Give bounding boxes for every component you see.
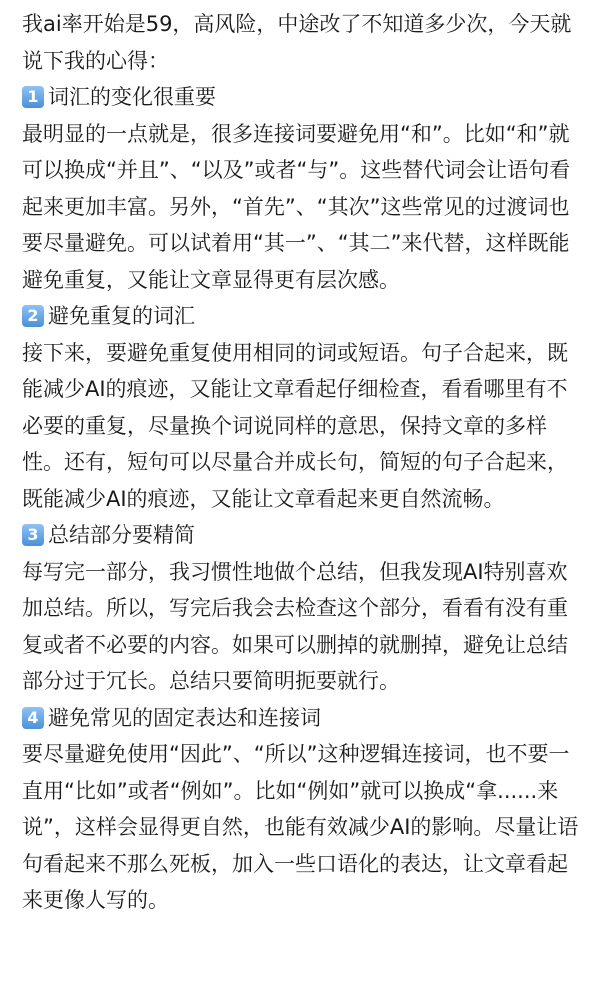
keycap-2-icon: 2 bbox=[22, 305, 44, 327]
section-title: 避免常见的固定表达和连接词 bbox=[48, 705, 321, 730]
section-title: 避免重复的词汇 bbox=[48, 304, 195, 328]
section-title: 词汇的变化很重要 bbox=[48, 85, 216, 109]
section-heading-1 bbox=[22, 79, 580, 116]
keycap-3-icon: 3 bbox=[22, 524, 44, 546]
section-body-3: 每写完一部分，我习惯性地做个总结，但我发现AI特别喜欢加总结。所以，写完后我会去检查这个部分，看看有没有重复或者不必要的内容。如果可以删掉的就删掉，避免让总结部分过于冗长。总结只要简明扼要就行。 bbox=[22, 559, 568, 693]
section-title: 总结部分要精简 bbox=[48, 523, 195, 547]
intro-paragraph: 我ai率开始是59，高风险，中途改了不知道多少次，今天就说下我的心得： bbox=[22, 12, 572, 73]
section-heading-2 bbox=[22, 298, 580, 335]
section-heading-4 bbox=[22, 700, 580, 737]
keycap-4-icon: 4 bbox=[22, 707, 44, 729]
section-body-4: 要尽量避免使用“因此”、“所以”这种逻辑连接词，也不要一直用“比如”或者“例如”。比如“例如”就可以换成“拿......来说”，这样会显得更自然，也能有效减少AI的影响。尽量让语句看起来不那么死板，加入一些口语化的表达，让文章看起来更像人写的。 bbox=[22, 742, 579, 912]
section-body-2: 接下来，要避免重复使用相同的词或短语。句子合起来，既能减少AI的痕迹，又能让文章看起仔细检查，看看哪里有不必要的重复，尽量换个词说同样的意思，保持文章的多样性。还有，短句可以尽量合并成长句，简短的句子合起来，既能减少AI的痕迹，又能让文章看起来更自然流畅。 bbox=[22, 340, 568, 511]
section-heading-3 bbox=[22, 517, 580, 554]
keycap-1-icon: 1 bbox=[22, 86, 44, 108]
section-body-1: 最明显的一点就是，很多连接词要避免用“和”。比如“和”就可以换成“并且”、“以及”或者“与”。这些替代词会让语句看起来更加丰富。另外，“首先”、“其次”这些常见的过渡词也要尽量避免。可以试着用“其一”、“其二”来代替，这样既能避免重复，又能让文章显得更有层次感。 bbox=[22, 121, 571, 292]
